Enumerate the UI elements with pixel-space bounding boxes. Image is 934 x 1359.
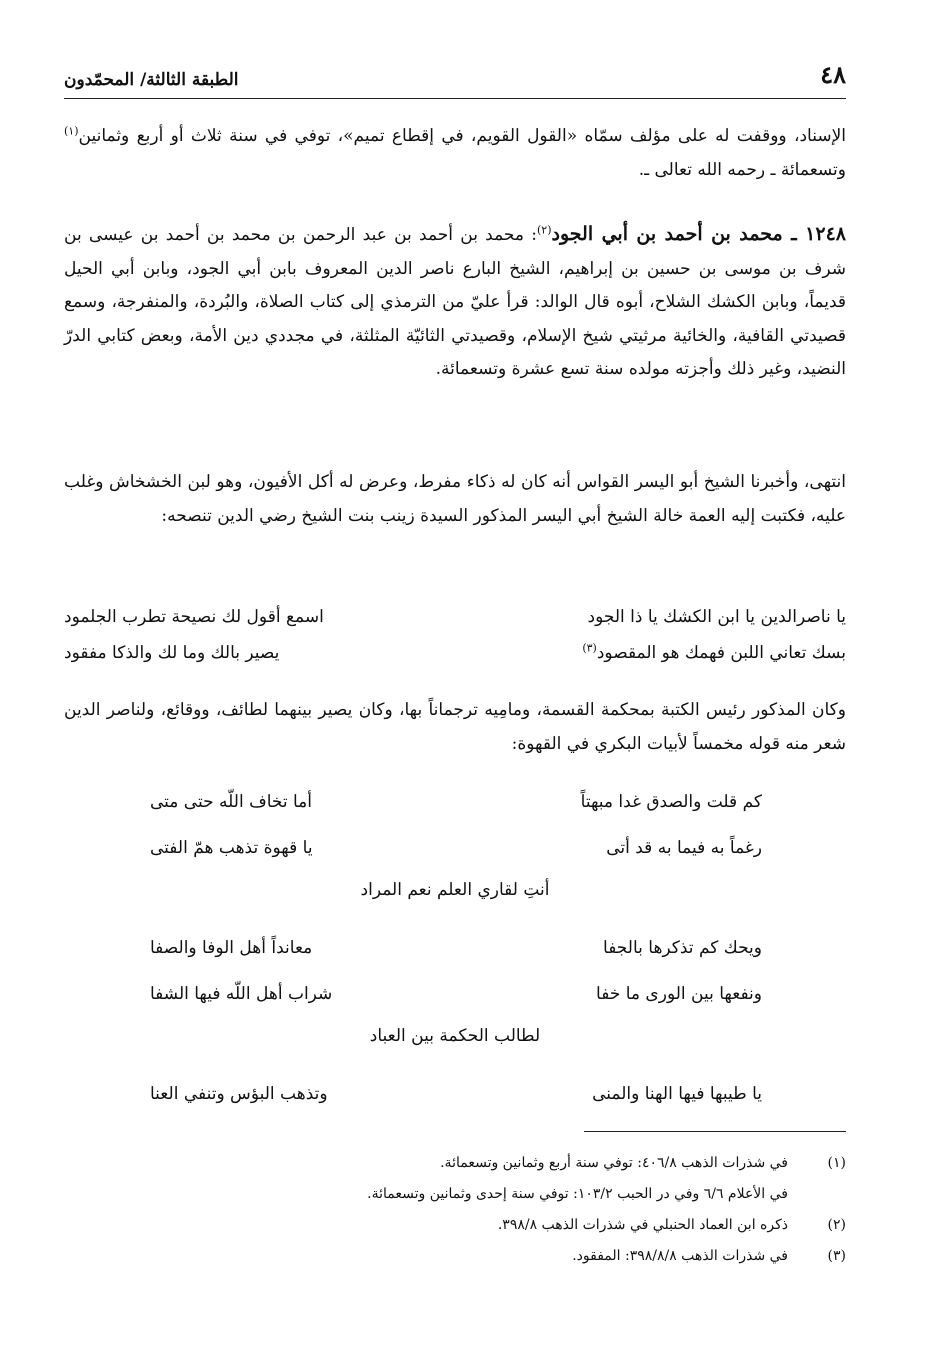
verse-hemistich-right: يا ناصرالدين يا ابن الكشك يا ذا الجود bbox=[587, 607, 846, 627]
verse-row bbox=[64, 600, 846, 636]
footnote bbox=[64, 1241, 846, 1272]
footnotes bbox=[64, 1148, 846, 1272]
biography-entry bbox=[64, 218, 846, 387]
verse-hemistich-right-text: بسك تعاني اللبن فهمك هو المقصود bbox=[596, 643, 846, 663]
verse-hemistich-left: يا قهوة تذهب همّ الفتى bbox=[150, 838, 313, 858]
footnote bbox=[64, 1148, 846, 1179]
verse-hemistich-right: ونفعها بين الورى ما خفا bbox=[596, 984, 762, 1004]
verse-hemistich-right: رغماً به فيما به قد أتى bbox=[606, 838, 762, 858]
mukhammas-stanza-1 bbox=[150, 782, 762, 874]
page-header bbox=[64, 58, 846, 99]
paragraph-3-text: وكان المذكور رئيس الكتبة بمحكمة القسمة، ومامِيه ترجماناً بها، وكان يصير بينهما لطائف، ووقائع، ولناصر الدين شعر منه قوله مخمساً لأبيات البكري في القهوة: bbox=[64, 700, 846, 754]
verse-hemistich-left: وتذهب البؤس وتنفي العنا bbox=[150, 1084, 328, 1104]
verse-row bbox=[150, 974, 762, 1020]
paragraph-3 bbox=[64, 694, 846, 761]
footnote-ref-2: (٢) bbox=[536, 223, 552, 237]
paragraph-2 bbox=[64, 466, 846, 533]
footnote bbox=[64, 1210, 846, 1241]
footnote-number: (٣) bbox=[827, 1248, 846, 1264]
footnote-text: ذكره ابن العماد الحنبلي في شذرات الذهب ٣٩٨/٨. bbox=[497, 1217, 788, 1233]
entry-heading: ١٢٤٨ ـ محمد بن أحمد بن أبي الجود bbox=[551, 223, 846, 245]
paragraph-1-text-b: وتسعمائة ـ رحمه الله تعالى ـ. bbox=[638, 159, 846, 180]
page-number: ٤٨ bbox=[820, 60, 846, 89]
verse-block-1 bbox=[64, 600, 846, 672]
paragraph-2-text: انتهى، وأخبرنا الشيخ أبو اليسر القواس أنه كان له ذكاء مفرط، وعرض له أكل الأفيون، وهو لبن الخشخاش وغلب عليه، فكتبت إليه العمة خالة الشيخ أبي اليسر المذكور السيدة زينب بنت الشيخ رضي الدين تنصحه: bbox=[64, 472, 846, 526]
paragraph-1 bbox=[64, 120, 846, 187]
verse-hemistich-right: كم قلت والصدق غدا مبهتاً bbox=[580, 792, 762, 812]
verse-hemistich-right: يا طيبها فيها الهنا والمنى bbox=[592, 1084, 762, 1104]
mukhammas-refrain-2: لطالب الحكمة بين العباد bbox=[369, 1026, 541, 1046]
mukhammas-refrain-1: أنتِ لقاري العلم نعم المراد bbox=[360, 880, 550, 900]
verse-hemistich-left: شراب أهل اللّه فيها الشفا bbox=[150, 984, 333, 1004]
mukhammas-stanza-3 bbox=[150, 1074, 762, 1120]
verse-row bbox=[150, 782, 762, 828]
running-title: الطبقة الثالثة/ المحمّدون bbox=[64, 70, 239, 90]
entry-text: : محمد بن أحمد بن عبد الرحمن بن محمد بن أحمد بن عيسى بن شرف بن موسى بن حسين بن إبراهيم، الشيخ البارع ناصر الدين المعروف بابن أبي الجود، وبابن أبي الحيل قديماً، وبابن الكشك الشلاح، أبوه قال الوالد: قرأ عليّ من الترمذي إلى كتاب الصلاة، والبُردة، والمنفرجة، وسمع قصيدتي القافية، والخائية مرثيتي شيخ الإسلام، وقصيدتي الثائيّة المثلثة، في مجددي دين الأمة، وبعض كتابي الدرّ النضيد، وغير ذلك وأجزته مولده سنة تسع عشرة وتسعمائة. bbox=[64, 225, 846, 379]
verse-hemistich-right: ويحك كم تذكرها بالجفا bbox=[603, 938, 762, 958]
footnote-text: في شذرات الذهب ٣٩٨/٨/٨: المفقود. bbox=[572, 1248, 788, 1264]
footnote-ref-3: (٣) bbox=[582, 641, 597, 655]
verse-hemistich-left: معانداً أهل الوفا والصفا bbox=[150, 938, 313, 958]
verse-row bbox=[150, 1074, 762, 1120]
verse-hemistich-left: اسمع أقول لك نصيحة تطرب الجلمود bbox=[64, 607, 324, 627]
paragraph-1-text-a: الإسناد، ووقفت له على مؤلف سمّاه «القول القويم، في إقطاع تميم»، توفي في سنة ثلاث أو أربع وثمانين bbox=[78, 126, 846, 146]
verse-hemistich-left: يصير بالك وما لك والذكا مفقود bbox=[64, 643, 280, 663]
verse-row bbox=[150, 828, 762, 874]
footnote-text: في شذرات الذهب ٤٠٦/٨: توفي سنة أربع وثمانين وتسعمائة. bbox=[440, 1155, 788, 1171]
footnote-ref-1: (١) bbox=[64, 124, 79, 138]
footnote-number: (١) bbox=[827, 1155, 846, 1171]
footnote-number: (٢) bbox=[827, 1217, 846, 1233]
mukhammas-stanza-2 bbox=[150, 928, 762, 1020]
footnote-text: في الأعلام ٦/٦ وفي در الحبب ١٠٣/٢: توفي سنة إحدى وثمانين وتسعمائة. bbox=[367, 1186, 788, 1202]
verse-row bbox=[64, 636, 846, 672]
verse-row bbox=[150, 928, 762, 974]
footnote-separator bbox=[584, 1131, 846, 1132]
verse-hemistich-left: أما تخاف اللّه حتى متى bbox=[150, 792, 312, 812]
verse-hemistich-right bbox=[582, 636, 846, 671]
footnote bbox=[64, 1179, 846, 1210]
